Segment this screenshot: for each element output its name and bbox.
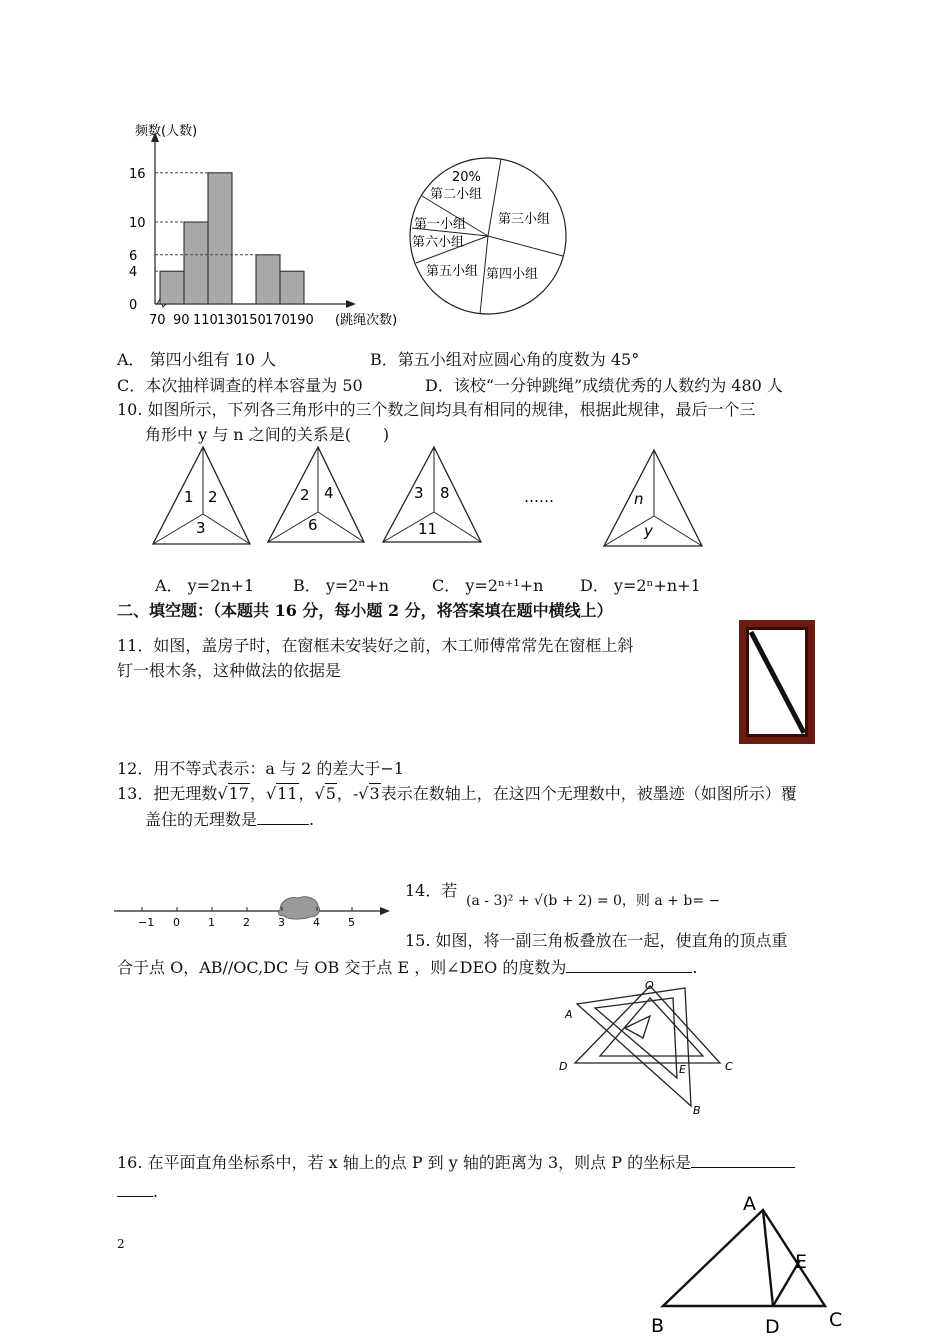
q16-stem-2: . xyxy=(117,1180,158,1202)
svg-text:B: B xyxy=(693,1104,701,1117)
pie-label: 第二小组 xyxy=(430,187,483,202)
pie-label: 第六小组 xyxy=(412,235,465,250)
number-line-label: 4 xyxy=(313,916,320,929)
q14-label: 14．若 xyxy=(405,881,458,900)
y-tick-label: 4 xyxy=(129,265,138,281)
ellipsis: …… xyxy=(524,488,554,506)
y-tick-label: 6 xyxy=(129,248,138,264)
answer-blank[interactable] xyxy=(257,808,309,825)
q14-expression: (a - 3)² + √(b + 2) = 0，则 a + b= − xyxy=(466,893,721,909)
svg-text:D: D xyxy=(765,1316,780,1338)
q10-stem: 10. 如图所示，下列各三角形中的三个数之间均具有相同的规律，根据此规律，最后一个三 xyxy=(117,400,756,419)
q9-option-c: C．本次抽样调查的样本容量为 50 xyxy=(117,376,363,395)
q15-stem: 15. 如图，将一副三角板叠放在一起，使直角的顶点重 xyxy=(405,931,788,950)
svg-text:y: y xyxy=(644,522,653,540)
number-line-label: 2 xyxy=(243,916,250,929)
svg-text:C: C xyxy=(829,1309,843,1331)
q10-triangles xyxy=(148,442,718,554)
number-line xyxy=(112,890,392,930)
svg-text:D: D xyxy=(559,1060,568,1073)
x-tick-label: 70 xyxy=(149,313,166,328)
histogram-bar xyxy=(256,255,280,304)
q13-stem-2: 盖住的无理数是 . xyxy=(145,810,315,829)
svg-text:C: C xyxy=(725,1060,733,1073)
number-line-label: −1 xyxy=(138,916,155,929)
q10-option-c: C． y=2ⁿ⁺¹+n xyxy=(432,576,544,595)
svg-text:E: E xyxy=(679,1063,686,1076)
triangle-1 xyxy=(153,447,250,544)
svg-text:8: 8 xyxy=(440,484,450,502)
q9-option-d: D．该校“一分钟跳绳”成绩优秀的人数约为 480 人 xyxy=(425,376,783,395)
y-tick-label: 10 xyxy=(129,216,146,231)
q11-stem: 11．如图，盖房子时，在窗框未安装好之前，木工师傅常常先在窗框上斜 xyxy=(117,636,634,655)
q16-stem: 16. 在平面直角坐标系中，若 x 轴上的点 P 到 y 轴的距离为 3，则点 P 的坐标是 xyxy=(117,1151,795,1173)
number-line-label: 5 xyxy=(348,916,355,929)
triangle-abc-figure xyxy=(645,1188,855,1340)
q10-option-b: B． y=2ⁿ+n xyxy=(293,576,390,595)
x-tick-label: 110 xyxy=(193,313,218,328)
x-axis-label: (跳绳次数) xyxy=(335,313,398,328)
triangle-4 xyxy=(604,450,702,546)
q12-stem: 12．用不等式表示：a 与 2 的差大于−1 xyxy=(117,759,404,778)
svg-text:A: A xyxy=(743,1193,756,1215)
x-tick-label: 90 xyxy=(173,313,190,328)
pie-label: 第三小组 xyxy=(498,212,551,227)
triangle-2 xyxy=(268,447,364,542)
q11-stem-2: 钉一根木条，这种做法的依据是 xyxy=(117,661,342,680)
svg-text:4: 4 xyxy=(324,484,334,502)
q15-stem-2: 合于点 O，AB//OC,DC 与 OB 交于点 E ，则∠DEO 的度数为 . xyxy=(117,958,698,977)
pie-label: 第一小组 xyxy=(414,217,467,232)
q13-stem: 13．把无理数√17，√11，√5，-√3表示在数轴上，在这四个无理数中，被墨迹（如图所示）覆 xyxy=(117,784,797,803)
pie-pct: 20% xyxy=(452,170,481,185)
x-tick-label: 190 xyxy=(289,313,314,328)
histogram-bar xyxy=(160,271,184,304)
answer-blank[interactable] xyxy=(566,956,692,973)
y-tick-label: 0 xyxy=(129,298,138,313)
y-axis-label: 频数(人数) xyxy=(135,124,198,139)
q10-stem-2: 角形中 y 与 n 之间的关系是( ) xyxy=(145,425,390,444)
pie-label: 第四小组 xyxy=(486,267,539,282)
y-tick-label: 16 xyxy=(129,166,146,182)
x-tick-label: 130 xyxy=(217,313,242,328)
window-frame-figure xyxy=(738,619,816,745)
svg-text:B: B xyxy=(651,1315,665,1337)
svg-text:3: 3 xyxy=(414,484,424,502)
pie-chart xyxy=(400,148,580,328)
svg-text:E: E xyxy=(795,1251,808,1273)
x-tick-label: 150 xyxy=(241,313,266,328)
answer-blank[interactable] xyxy=(691,1151,795,1168)
number-line-label: 3 xyxy=(278,916,285,929)
svg-text:3: 3 xyxy=(196,519,206,537)
histogram-bar xyxy=(208,173,232,304)
set-square-figure xyxy=(555,978,745,1118)
histogram-bar xyxy=(280,271,304,304)
q9-option-b: B．第五小组对应圆心角的度数为 45° xyxy=(370,350,640,369)
svg-text:2: 2 xyxy=(208,488,218,506)
q10-option-a: A． y=2n+1 xyxy=(155,576,255,595)
svg-text:11: 11 xyxy=(418,520,438,538)
section-heading: 二、填空题：（本题共 16 分，每小题 2 分，将答案填在题中横线上） xyxy=(117,601,613,620)
page-number: 2 xyxy=(117,1237,125,1251)
svg-text:O: O xyxy=(645,979,654,992)
svg-text:6: 6 xyxy=(308,516,318,534)
number-line-label: 0 xyxy=(173,916,180,929)
histogram-bar xyxy=(184,222,208,304)
q10-option-d: D． y=2ⁿ+n+1 xyxy=(580,576,701,595)
number-line-label: 1 xyxy=(208,916,215,929)
x-tick-label: 170 xyxy=(265,313,290,328)
svg-text:2: 2 xyxy=(300,486,310,504)
pie-label: 第五小组 xyxy=(426,264,479,279)
svg-text:1: 1 xyxy=(184,488,194,506)
answer-blank-cont[interactable] xyxy=(117,1180,153,1197)
x-axis-arrow xyxy=(346,300,356,308)
q9-option-a: A． 第四小组有 10 人 xyxy=(117,350,277,369)
triangle-3 xyxy=(383,447,481,542)
histogram xyxy=(110,118,420,333)
svg-text:A: A xyxy=(565,1008,573,1021)
svg-text:n: n xyxy=(634,490,644,508)
